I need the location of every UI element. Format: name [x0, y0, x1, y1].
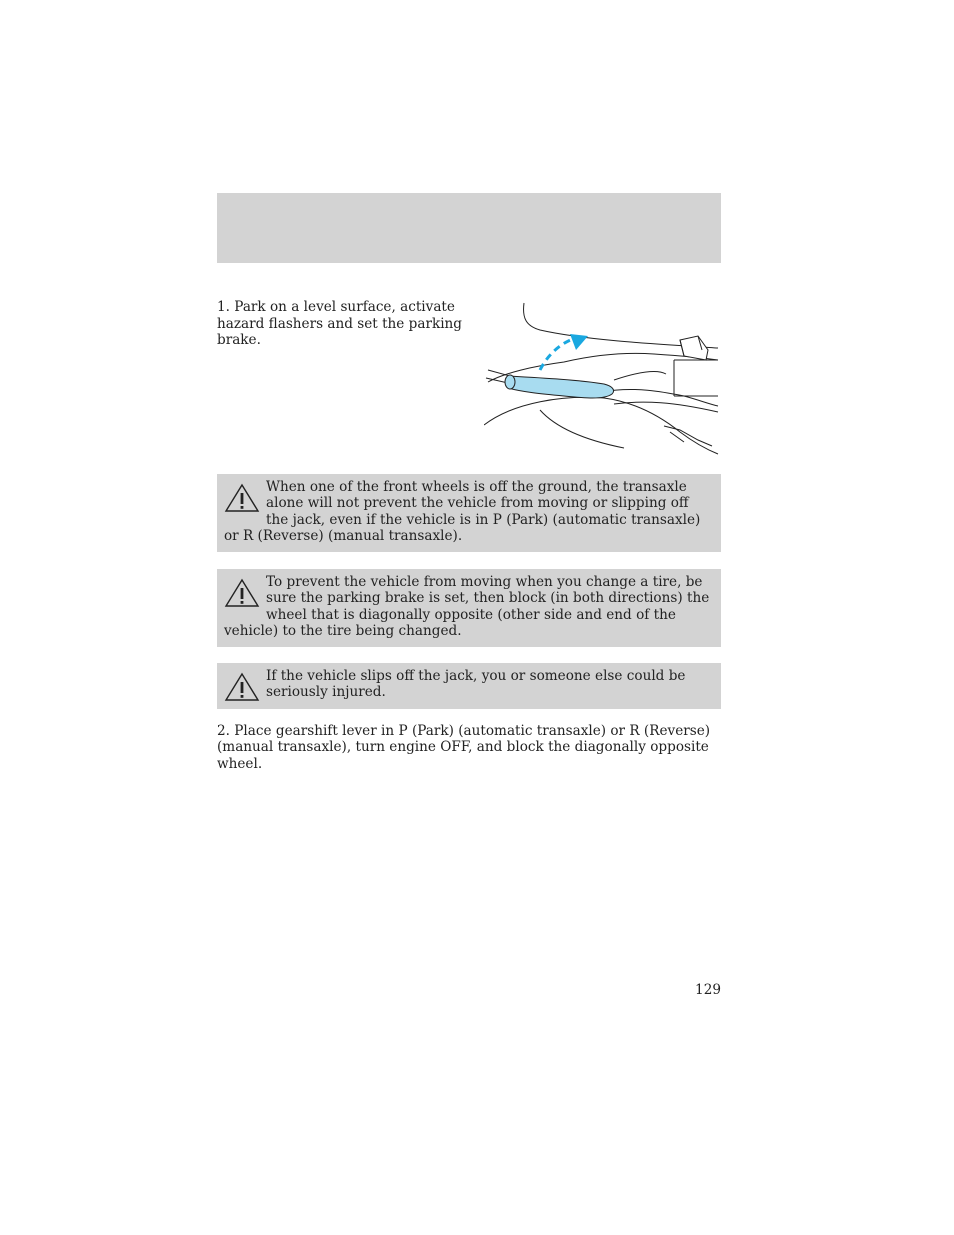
- parking-brake-illustration: [484, 300, 720, 458]
- step-2-text: 2. Place gearshift lever in P (Park) (automatic transaxle) or R (Reverse) (manual transaxle), turn engine OFF, and block the diagonally opposite wheel.: [217, 723, 711, 772]
- warning-triangle-icon: [224, 483, 260, 513]
- warning-box: [217, 474, 721, 552]
- warning-text: To prevent the vehicle from moving when you change a tire, be sure the parking brake is set, then block (in both directions) the wheel that is diagonally opposite (other side and end of the vehicle) to the tire being changed.: [224, 574, 710, 640]
- step-1-text: 1. Park on a level surface, activate hazard flashers and set the parking brake.: [217, 299, 463, 349]
- warning-text: When one of the front wheels is off the ground, the transaxle alone will not prevent the vehicle from moving or slipping off the jack, even if the vehicle is in P (Park) (automatic transaxle) or R (Reverse) (manual transaxle).: [224, 479, 701, 545]
- page-number: 129: [695, 982, 721, 998]
- warning-triangle-icon: [224, 672, 260, 702]
- section-header-band: [217, 193, 721, 263]
- parking-brake-lever: [508, 376, 614, 398]
- warning-text: If the vehicle slips off the jack, you or someone else could be seriously injured.: [266, 668, 686, 701]
- warning-triangle-icon: [224, 578, 260, 608]
- warning-box: [217, 569, 721, 647]
- warning-box: [217, 663, 721, 709]
